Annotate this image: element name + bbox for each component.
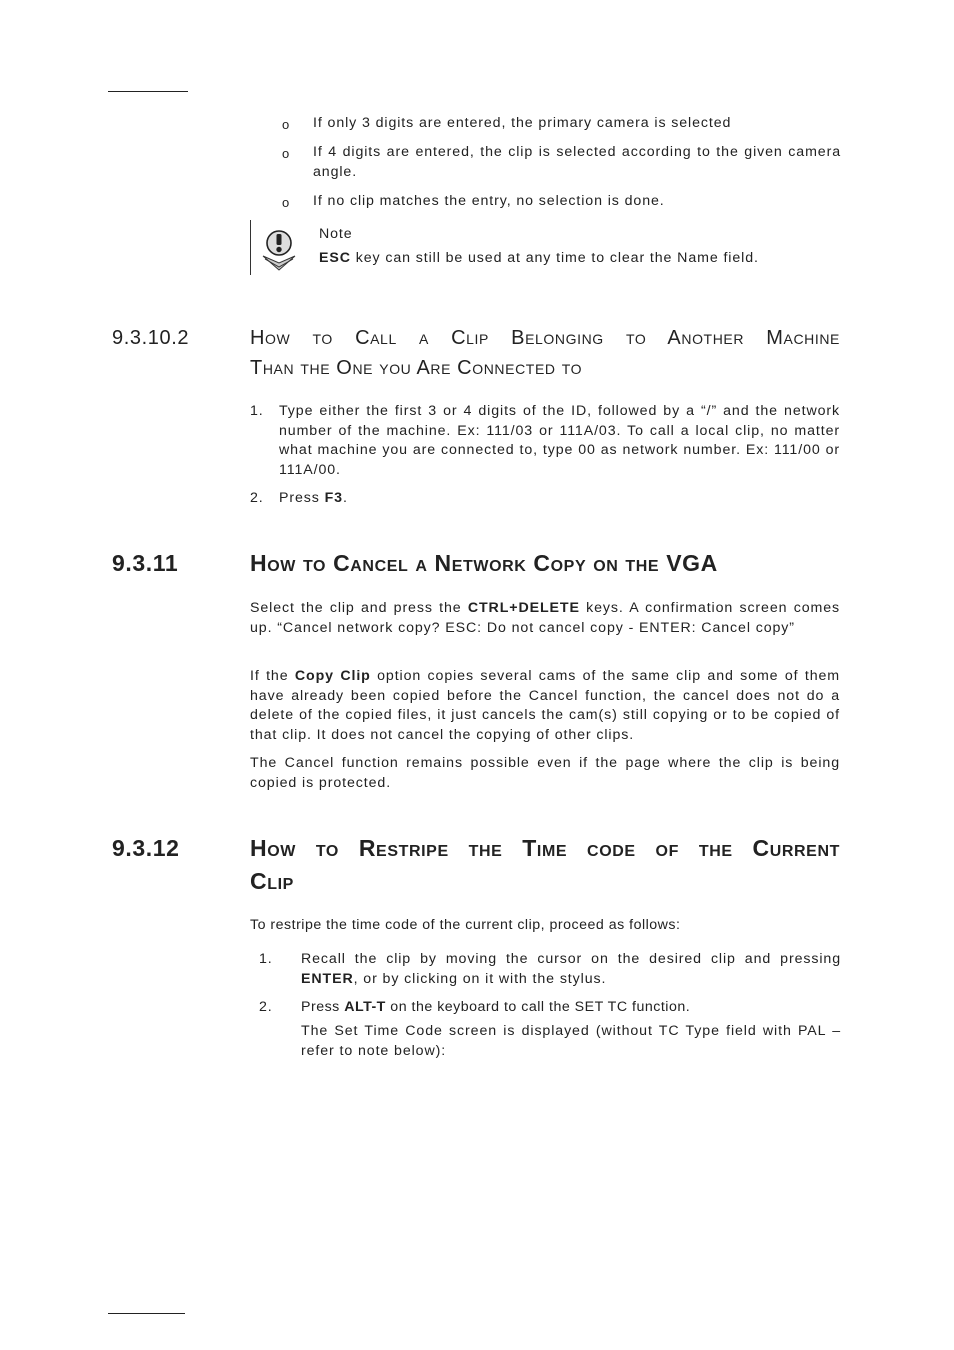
section-title: How to Call a Clip Belonging to Another Machine [250, 327, 840, 349]
section-title-line2: Clip [250, 868, 294, 894]
note-key: ESC [319, 250, 351, 266]
key-enter: ENTER [301, 970, 354, 987]
section-title: How to Cancel a Network Copy on the VGA [250, 550, 718, 576]
section-title-line2: Than the One you Are Connected to [250, 357, 583, 379]
bullet-marker: o [282, 195, 290, 210]
key-f3: F3 [324, 490, 343, 506]
section-number: 9.3.10.2 [112, 327, 190, 349]
bullet-text: If no clip matches the entry, no selection is done. [313, 193, 665, 209]
step-text: Press F3. [279, 490, 348, 506]
bullet-marker: o [282, 117, 290, 132]
paragraph: Select the clip and press the CTRL+DELETE keys. A confirmation screen comes up. “Cancel network copy? ESC: Do not cancel copy - ENTER: Cancel copy” [250, 600, 841, 636]
bullet-text: If only 3 digits are entered, the primary camera is selected [313, 115, 732, 131]
note-bar [250, 220, 251, 275]
note-title: Note [319, 226, 353, 242]
key-alt-t: ALT-T [344, 999, 386, 1015]
step-subtext: The Set Time Code screen is displayed (without TC Type field with PAL – refer to note below): [301, 1023, 841, 1059]
section-number: 9.3.12 [112, 835, 180, 861]
step-number: 2. [259, 999, 273, 1015]
paragraph: If the Copy Clip option copies several cams of the same clip and some of them have already been copied before the Cancel function, the cancel does not do a delete of the copied files, it just cancels the cam(s) still copying or to be copied of that clip. It does not cancel the copying of other clips. [250, 668, 840, 743]
bullet-marker: o [282, 146, 290, 161]
footer-rule [108, 1313, 185, 1314]
section-number: 9.3.11 [112, 550, 179, 576]
step-number: 2. [250, 490, 264, 506]
step-number: 1. [250, 403, 264, 419]
option-copy-clip: Copy Clip [294, 668, 371, 684]
paragraph: To restripe the time code of the current clip, proceed as follows: [250, 917, 681, 933]
header-rule [108, 91, 188, 92]
step-text: Type either the first 3 or 4 digits of the ID, followed by a “/” and the network number of the machine. Ex: 111/03 or 111A/03. To call a local clip, no matter what machine you are connected to, type 00 as network number. Ex: 111/00 or 111A/00. [279, 403, 840, 478]
note-text: ESC key can still be used at any time to clear the Name field. [319, 250, 759, 266]
note-warning-icon [259, 226, 299, 272]
step-text: Recall the clip by moving the cursor on the desired clip and pressing ENTER, or by clicking on it with the stylus. [301, 951, 841, 987]
section-title: How to Restripe the Time code of the Current [250, 835, 840, 861]
key-ctrl-delete: CTRL+DELETE [467, 600, 580, 616]
bullet-text: If 4 digits are entered, the clip is selected according to the given camera angle. [313, 144, 841, 180]
paragraph: The Cancel function remains possible even if the page where the clip is being copied is protected. [250, 755, 840, 791]
step-number: 1. [259, 951, 273, 967]
step-text: Press ALT-T on the keyboard to call the SET TC function. [301, 999, 691, 1015]
